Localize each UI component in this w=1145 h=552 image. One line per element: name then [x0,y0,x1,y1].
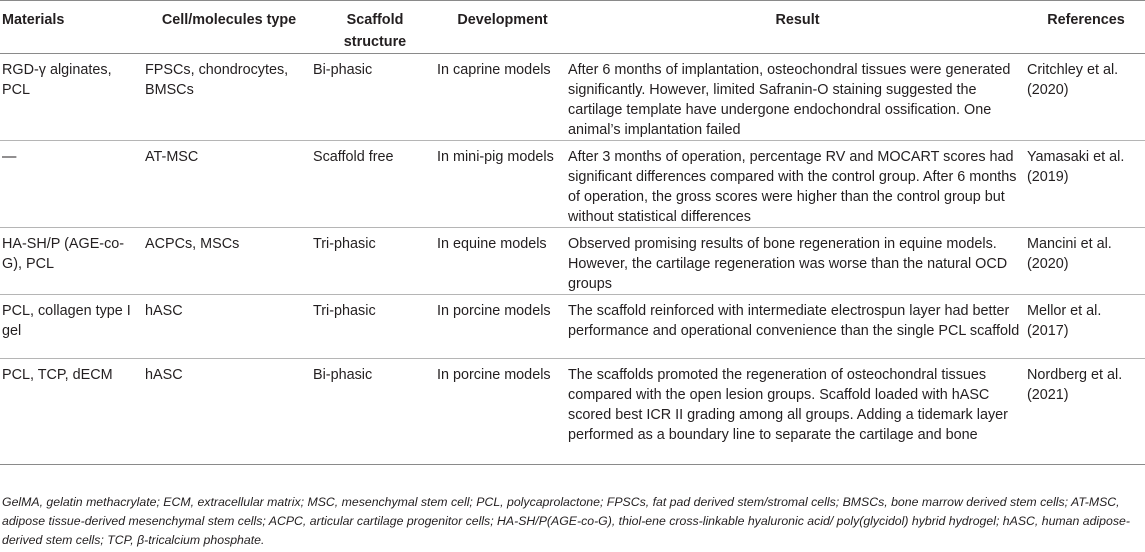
table-row [0,54,1145,141]
cell-materials: PCL, collagen type I gel [0,295,145,359]
cell-development: In mini-pig models [437,141,568,228]
header-scaffold-structure: Scaffold structure [313,1,437,54]
cell-cell-type: hASC [145,359,313,465]
table-header-row [0,1,1145,54]
cell-scaffold-structure: Bi-phasic [313,359,437,465]
cell-materials: — [0,141,145,228]
header-result: Result [568,1,1027,54]
cell-development: In equine models [437,228,568,295]
cell-references: Mancini et al. (2020) [1027,228,1145,295]
header-cell-type: Cell/molecules type [145,1,313,54]
cell-references: Mellor et al. (2017) [1027,295,1145,359]
cell-cell-type: hASC [145,295,313,359]
cell-result: After 6 months of implantation, osteochondral tissues were generated significantly. However, limited Safranin-O staining suggested the cartilage template have undergone endochondral ossification. One animal’s implantation failed [568,54,1027,141]
table-row [0,359,1145,465]
cell-result: The scaffolds promoted the regeneration of osteochondral tissues compared with the open lesion groups. Scaffold loaded with hASC scored best ICR II grading among all groups. Adding a tidemark layer performed as a boundary line to separate the cartilage and bone [568,359,1027,465]
table-row [0,228,1145,295]
header-references: References [1027,1,1145,54]
cell-scaffold-structure: Tri-phasic [313,295,437,359]
cell-cell-type: AT-MSC [145,141,313,228]
cell-result: The scaffold reinforced with intermediate electrospun layer had better performance and operational convenience than the single PCL scaffold [568,295,1027,359]
cell-scaffold-structure: Scaffold free [313,141,437,228]
cell-references: Critchley et al. (2020) [1027,54,1145,141]
cell-materials: PCL, TCP, dECM [0,359,145,465]
table-row [0,141,1145,228]
cell-materials: RGD-γ alginates, PCL [0,54,145,141]
cell-result: Observed promising results of bone regeneration in equine models. However, the cartilage regeneration was worse than the natural OCD groups [568,228,1027,295]
cell-scaffold-structure: Tri-phasic [313,228,437,295]
cell-scaffold-structure: Bi-phasic [313,54,437,141]
cell-materials: HA-SH/P (AGE-co-G), PCL [0,228,145,295]
cell-development: In caprine models [437,54,568,141]
cell-references: Nordberg et al. (2021) [1027,359,1145,465]
header-materials: Materials [0,1,145,54]
cell-references: Yamasaki et al. (2019) [1027,141,1145,228]
table-footnote: GelMA, gelatin methacrylate; ECM, extracellular matrix; MSC, mesenchymal stem cell; PCL, polycaprolactone; FPSCs, fat pad derived stem/stromal cells; BMSCs, bone marrow derived stem cells; AT-MSC, adipose tissue-derived mesenchymal stem cells; ACPC, articular cartilage progenitor cells; HA-SH/P(AGE-co-G), thiol-ene cross-linkable hyaluronic acid/ poly(glycidol) hybrid hydrogel; hASC, human adipose-derived stem cells; TCP, β-tricalcium phosphate. [2,495,1130,547]
header-development: Development [437,1,568,54]
cell-development: In porcine models [437,359,568,465]
cell-development: In porcine models [437,295,568,359]
cell-cell-type: FPSCs, chondrocytes, BMSCs [145,54,313,141]
cell-cell-type: ACPCs, MSCs [145,228,313,295]
table-row [0,295,1145,359]
cell-result: After 3 months of operation, percentage RV and MOCART scores had significant differences compared with the control group. After 6 months of operation, the gross scores were higher than the control group but without statistical differences [568,141,1027,228]
